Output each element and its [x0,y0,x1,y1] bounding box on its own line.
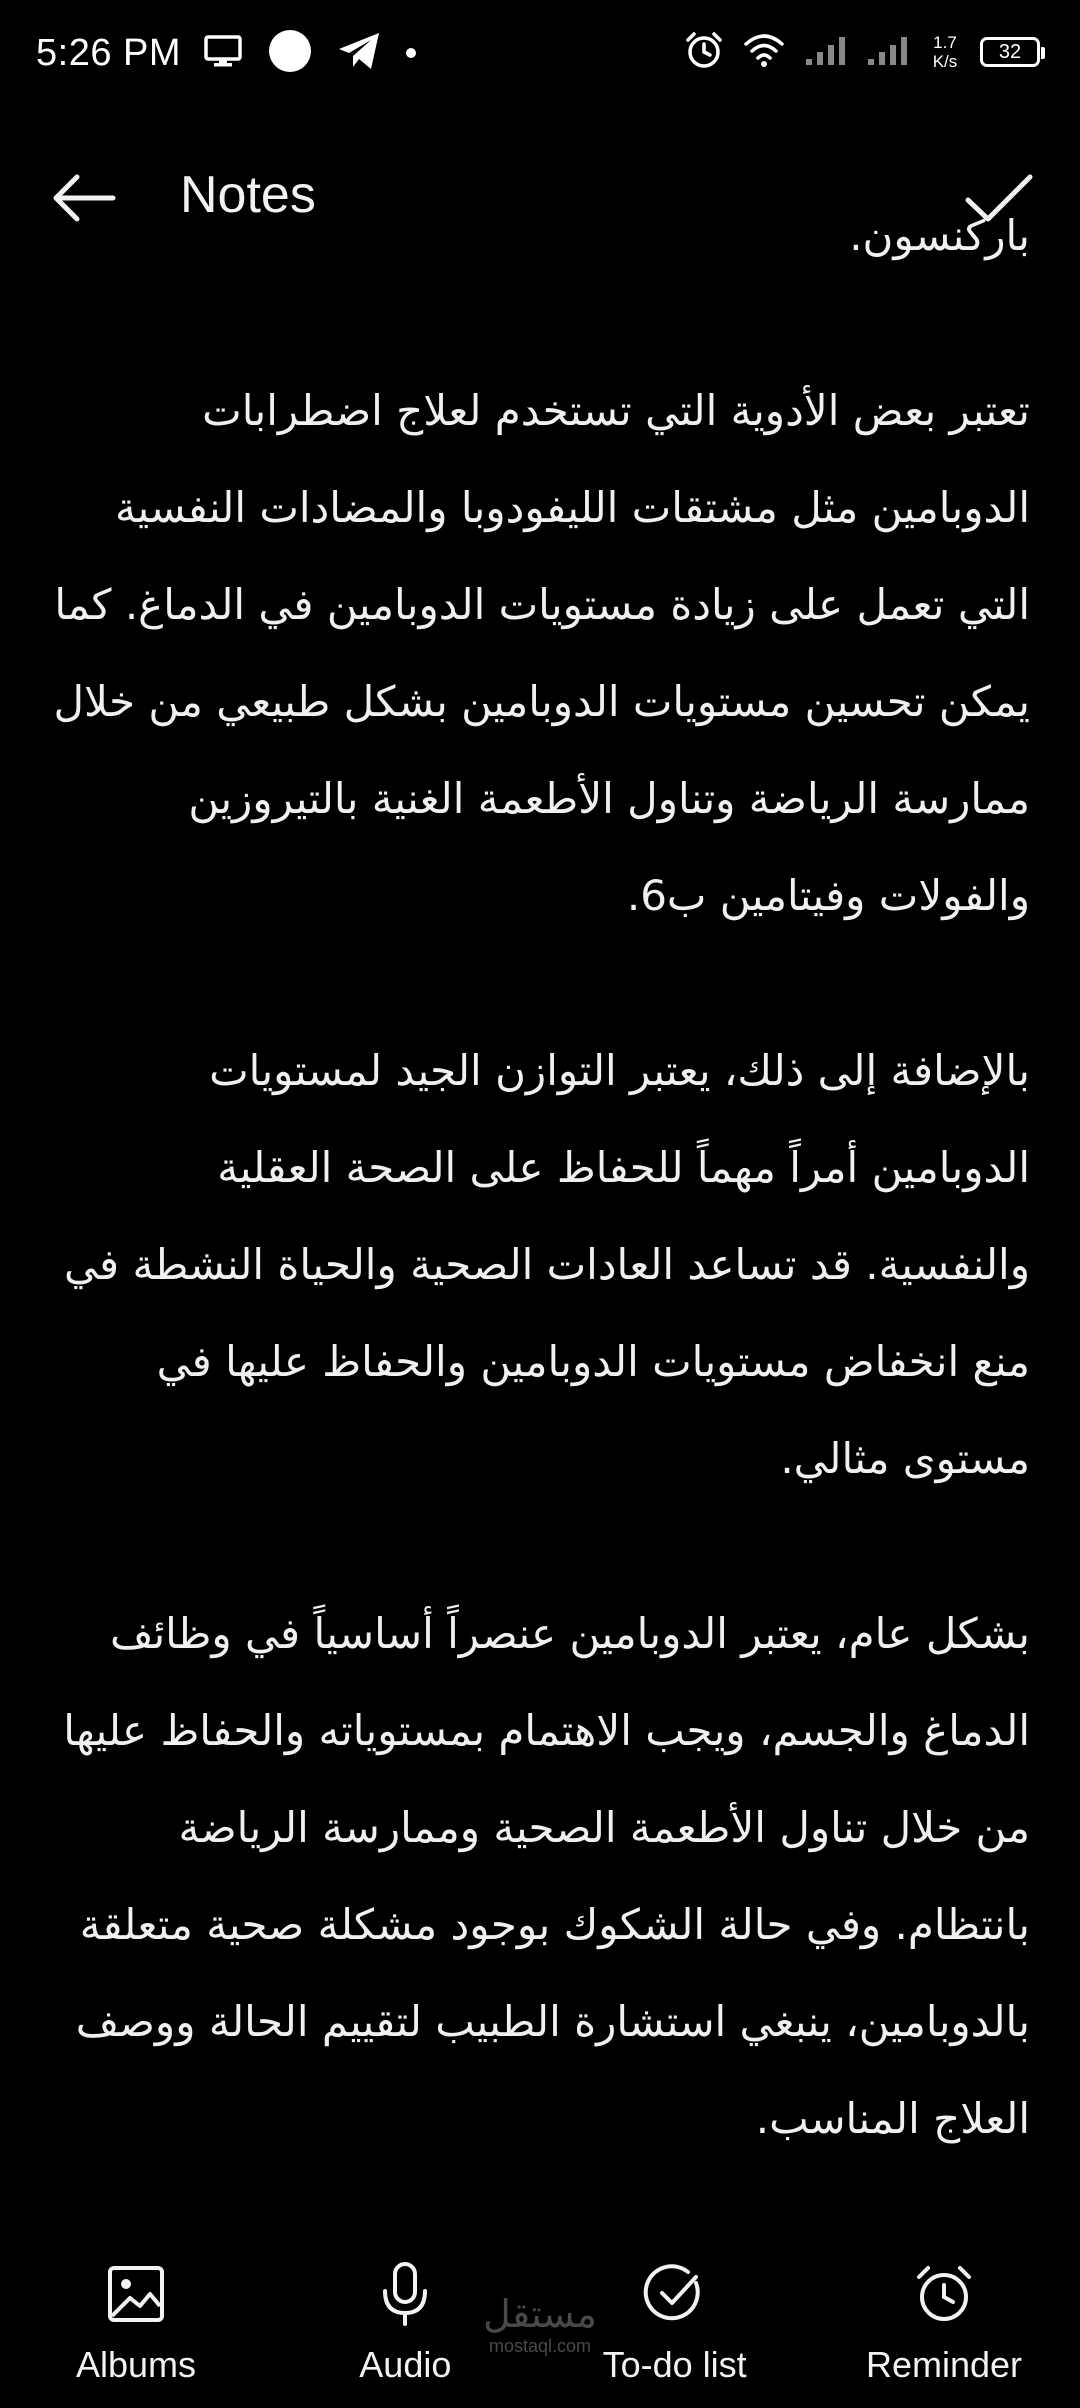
albums-button[interactable] [26,2232,246,2408]
status-left [36,28,441,78]
wifi-icon [742,32,786,72]
note-paragraph: بشكل عام، يعتبر الدوبامين عنصراً أساسياً في وظائف الدماغ والجسم، ويجب الاهتمام بمستوياته والحفاظ عليها من خلال تناول الأطعمة الصحية وممارسة الرياضة بانتظام. وفي حالة الشكوك بوجود مشكلة صحية متعلقة بالدوبامين، ينبغي استشارة الطبيب لتقييم الحالة ووصف العلاج المناسب. [63,1609,1030,2143]
watermark-en: mostaql.com [488,2336,592,2356]
image-icon [100,2258,172,2330]
bottom-toolbar [0,2232,1080,2408]
note-paragraph: بالإضافة إلى ذلك، يعتبر التوازن الجيد لمستويات الدوبامين أمراً مهماً للحفاظ على الصحة العقلية والنفسية. قد تساعد العادات الصحية والحياة النشطة في منع انخفاض مستويات الدوبامين والحفاظ عليها في مستوى مثالي. [64,1046,1030,1483]
todo-list-button[interactable] [565,2232,785,2408]
alarm-icon [684,30,724,74]
net-speed-value: 1.7 [933,33,957,52]
microphone-icon [369,2258,441,2330]
battery-level: 32 [998,40,1022,63]
audio-button[interactable] [295,2232,515,2408]
todo-list-label: To-do list [602,2344,747,2385]
net-speed [928,33,962,71]
note-paragraph: تعتبر بعض الأدوية التي تستخدم لعلاج اضطرابات الدوبامين مثل مشتقات الليفودوبا والمضادات النفسية التي تعمل على زيادة مستويات الدوبامين في الدماغ. كما يمكن تحسين مستويات الدوبامين بشكل طبيعي من خلال ممارسة الرياضة وتناول الأطعمة الغنية بالتيروزين والفولات وفيتامين ب6. [53,386,1030,920]
watermark-ar: مستقل [483,2292,597,2336]
reminder-button[interactable] [834,2232,1054,2408]
dot-icon [405,44,417,63]
note-paragraph: باركنسون. [849,211,1030,260]
note-editor[interactable] [0,211,1080,2192]
alarm-clock-icon [908,2258,980,2330]
monitor-icon [203,34,243,72]
reminder-label: Reminder [865,2344,1023,2385]
telegram-icon [337,31,381,75]
audio-label: Audio [359,2344,452,2385]
check-circle-icon [639,2258,711,2330]
circle-notification-icon [267,28,313,78]
net-speed-unit: K/s [932,52,958,71]
page-title: Notes [180,166,316,224]
status-icons-left [203,28,441,78]
battery-icon [980,37,1040,67]
albums-label: Albums [75,2344,197,2385]
signal-icon [804,33,848,71]
note-body[interactable] [50,187,1030,2245]
status-right [666,30,1040,74]
status-bar [0,0,1080,108]
signal-icon-2 [866,33,910,71]
status-time: 5:26 PM [36,31,182,74]
